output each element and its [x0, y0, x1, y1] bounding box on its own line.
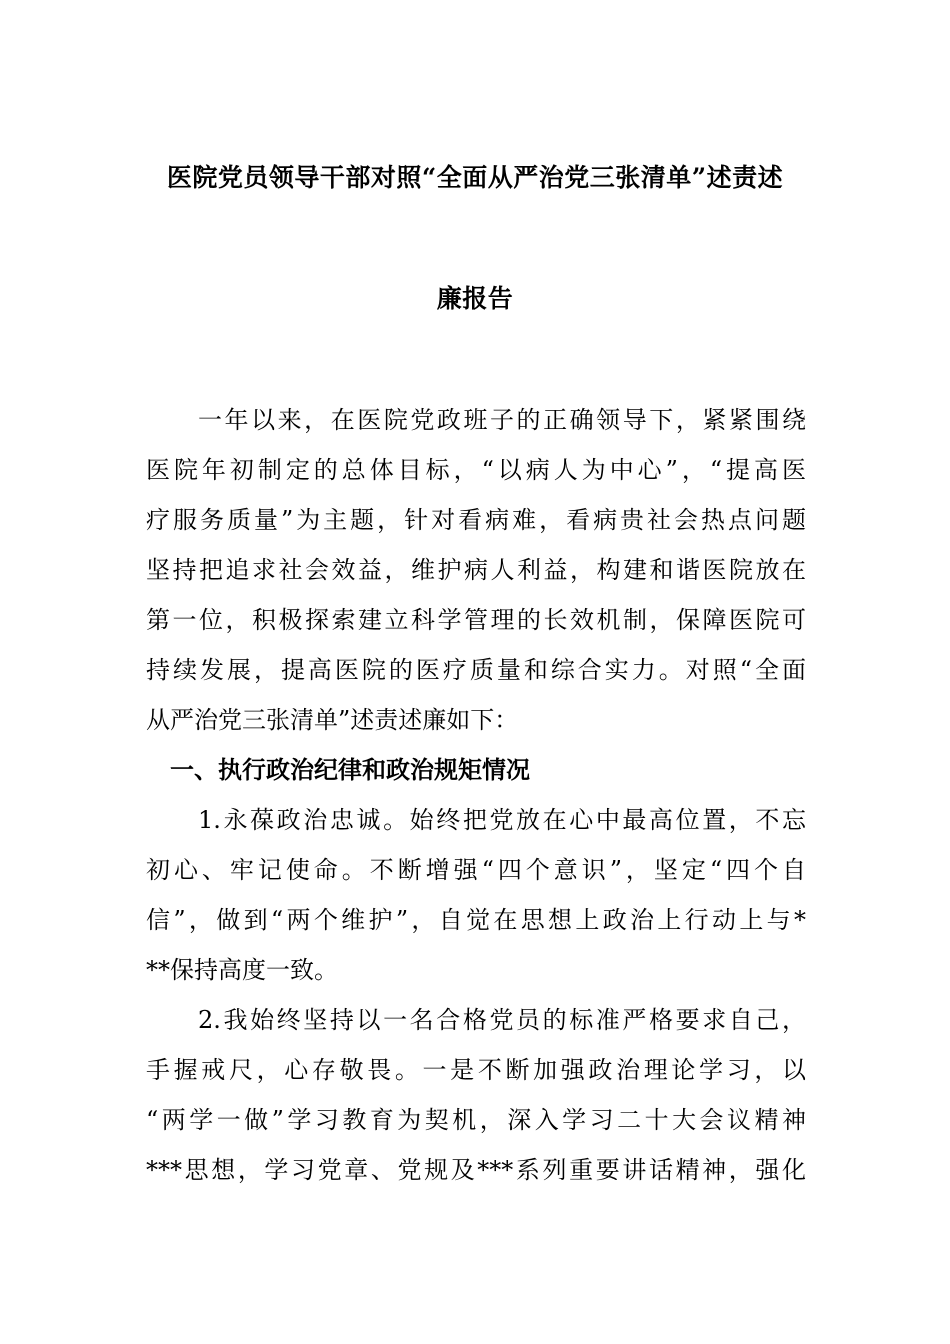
paragraph-line: 信”，做到“两个维护”，自觉在思想上政治上行动上与* — [146, 906, 806, 934]
paragraph-line: 持续发展，提高医院的医疗质量和综合实力。对照“全面 — [146, 656, 806, 684]
paragraph-line: 手握戒尺，心存敬畏。一是不断加强政治理论学习，以 — [146, 1056, 806, 1084]
paragraph-line: 初心、牢记使命。不断增强“四个意识”，坚定“四个自 — [146, 856, 806, 884]
paragraph-line: **保持高度一致。 — [146, 956, 338, 984]
paragraph-line: 一年以来，在医院党政班子的正确领导下，紧紧围绕 — [198, 406, 806, 434]
section-heading: 一、执行政治纪律和政治规矩情况 — [170, 755, 530, 784]
paragraph-line: “两学一做”学习教育为契机，深入学习二十大会议精神 — [146, 1106, 806, 1134]
paragraph-line: 第一位，积极探索建立科学管理的长效机制，保障医院可 — [146, 606, 806, 634]
document-title-line-1: 医院党员领导干部对照“全面从严治党三张清单”述责述 — [166, 163, 784, 192]
paragraph-line: 坚持把追求社会效益，维护病人利益，构建和谐医院放在 — [146, 556, 806, 584]
document-body — [146, 395, 806, 1195]
paragraph-line: 2.我始终坚持以一名合格党员的标准严格要求自己， — [198, 1006, 806, 1034]
document-title-line-2: 廉报告 — [436, 284, 514, 313]
paragraph-line: 从严治党三张清单”述责述廉如下： — [146, 706, 519, 734]
paragraph-line: ***思想，学习党章、党规及***系列重要讲话精神，强化 — [146, 1156, 806, 1184]
paragraph-line: 1.永葆政治忠诚。始终把党放在心中最高位置，不忘 — [198, 806, 806, 834]
paragraph-line: 疗服务质量”为主题，针对看病难，看病贵社会热点问题 — [146, 506, 806, 534]
paragraph-line: 医院年初制定的总体目标，“以病人为中心”，“提高医 — [146, 456, 806, 484]
